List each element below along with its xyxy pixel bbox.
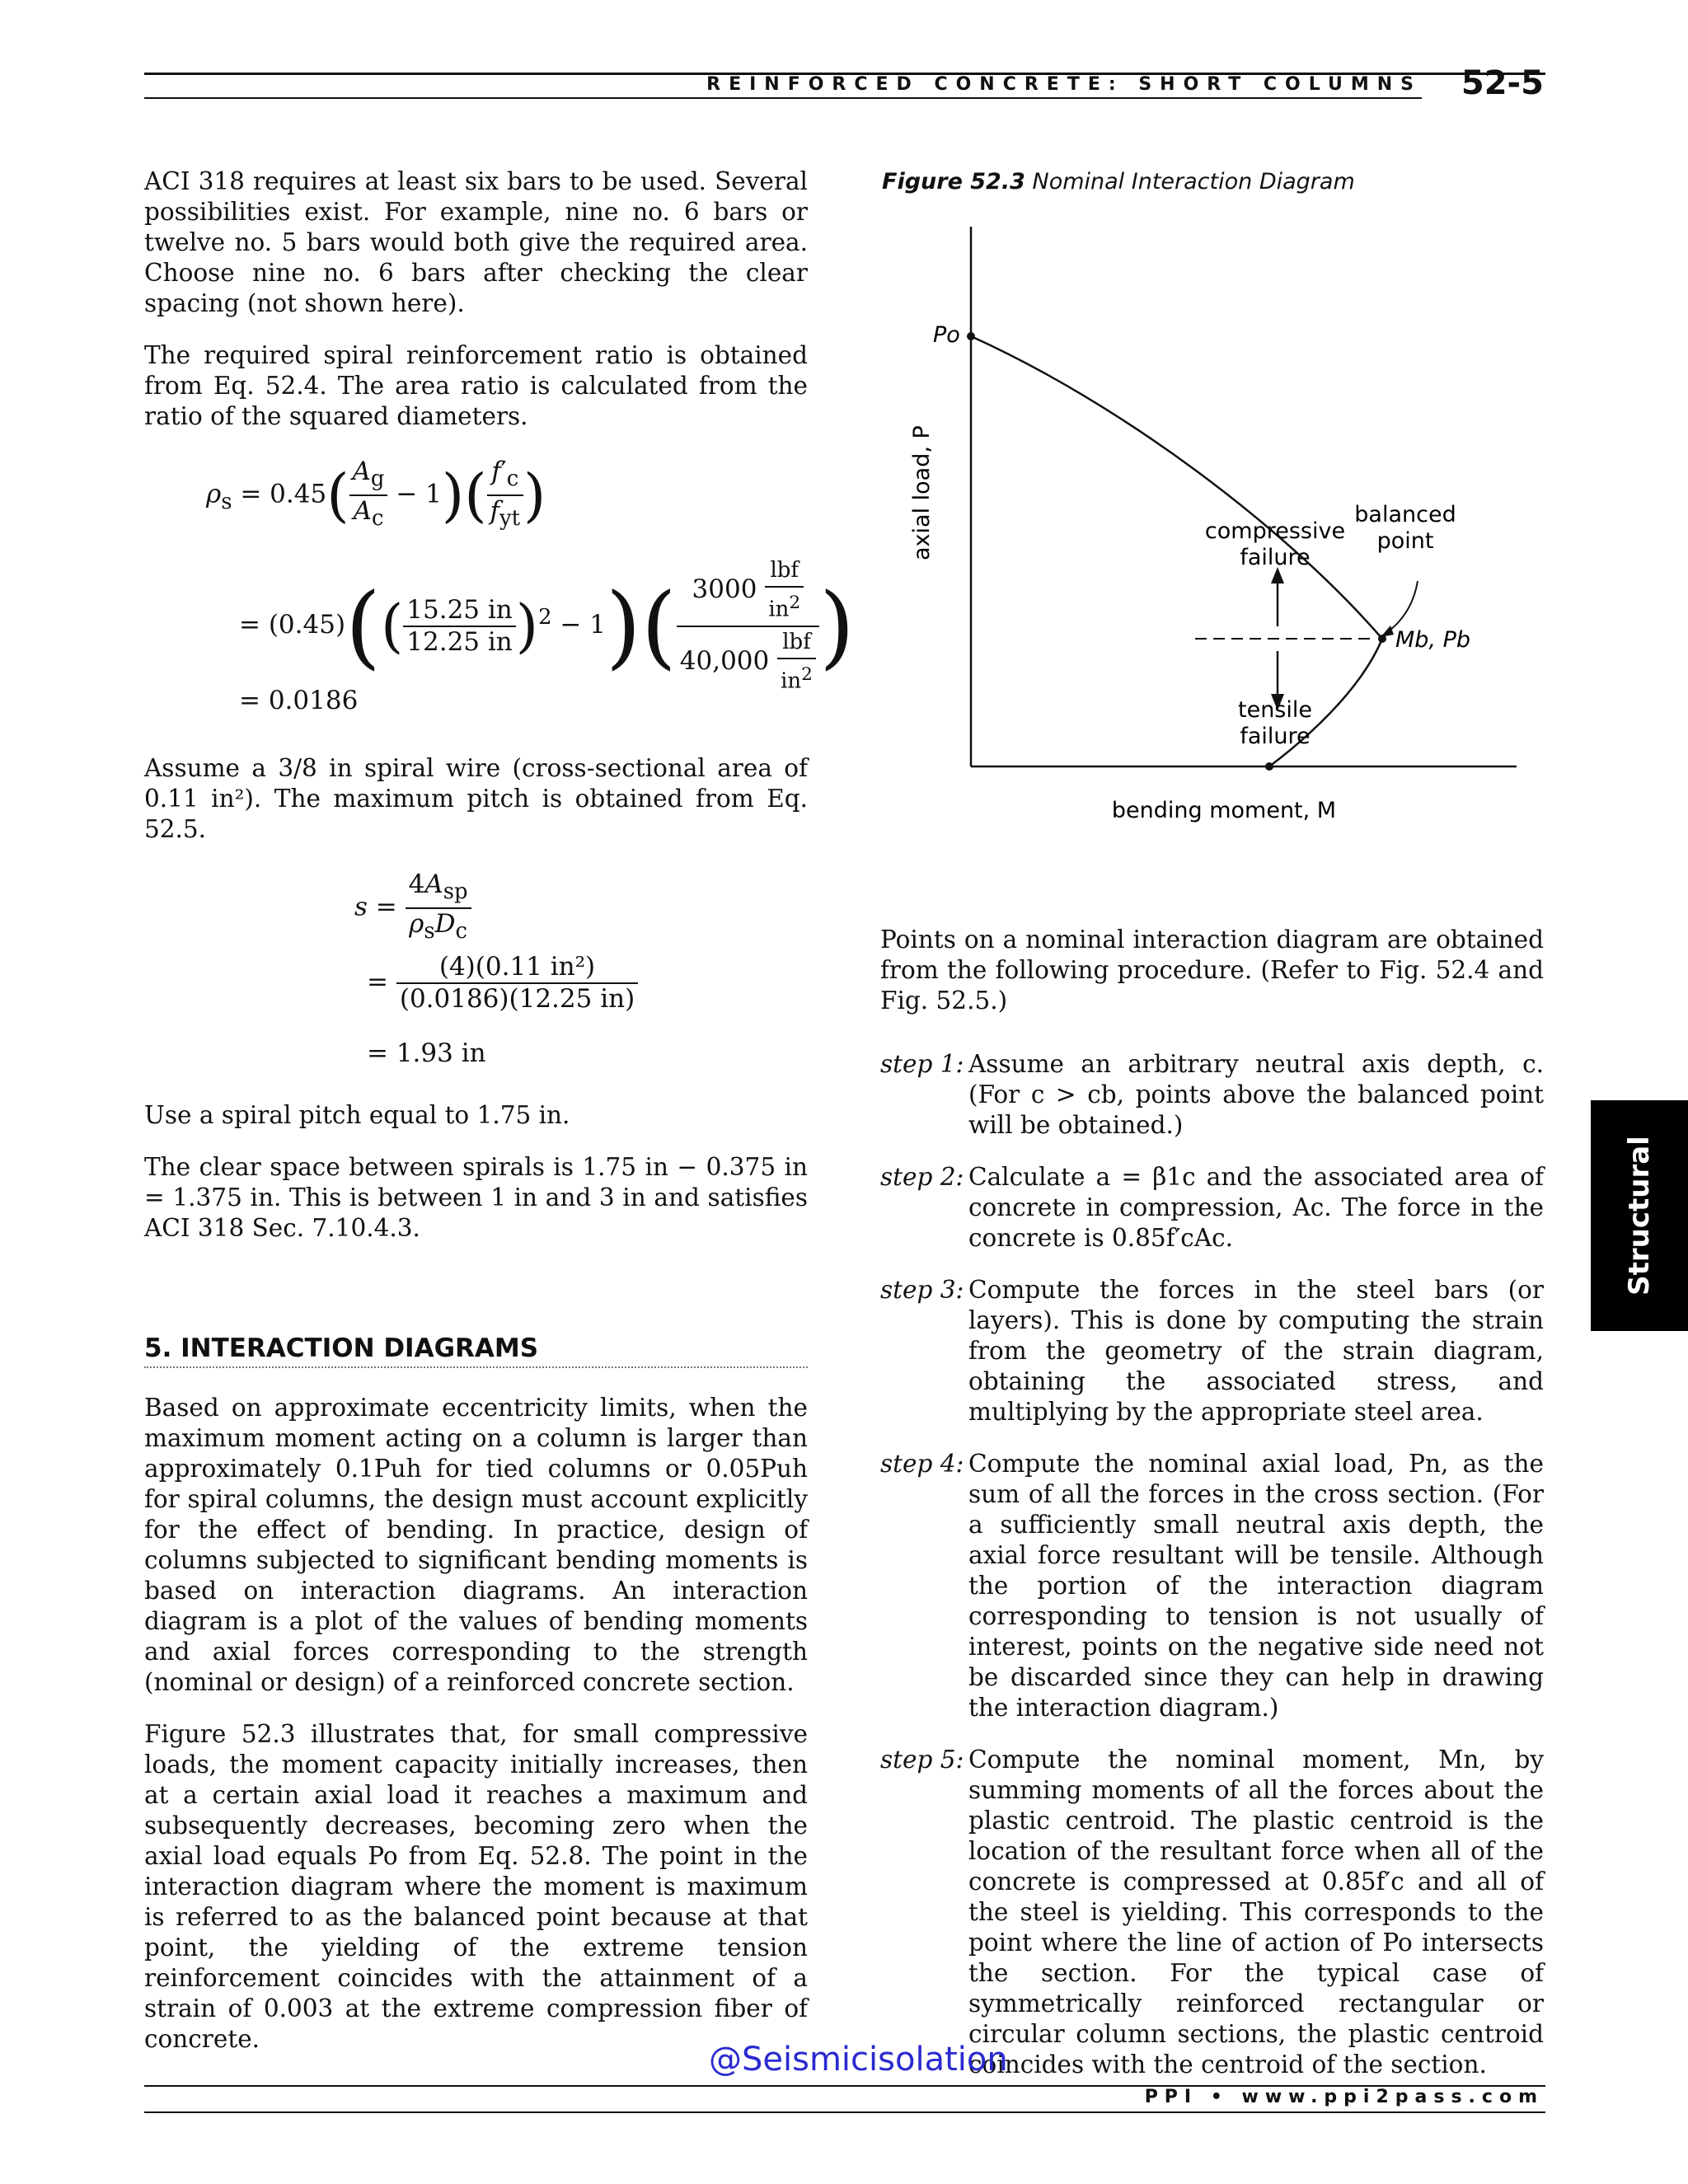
left-column-lower <box>144 1393 808 2055</box>
step-label: step 2: <box>880 1163 964 1191</box>
step-5 <box>880 1745 1544 2080</box>
figure-caption <box>882 169 1355 194</box>
paragraph: Assume a 3/8 in spiral wire (cross-sectional area of 0.11 in²). The maximum pitch is obtained from Eq. 52.5. <box>144 754 808 843</box>
paragraph: ACI 318 requires at least six bars to be used. Several possibilities exist. For example, nine no. 6 bars or twelve no. 5 bars would both give the required area. Choose nine no. 6 bars after checking the clear spacing (not shown here). <box>144 167 808 317</box>
po-point <box>967 332 975 340</box>
balanced-label-2: point <box>1376 528 1434 554</box>
equation-row: $\rho_s = 0.45$( $\frac{A_g}{A_c}$ − 1)( $\frac{f'_c}{f_{yt}}$ ) <box>206 457 546 532</box>
balanced-leader-head <box>1381 626 1394 637</box>
step-text: Compute the nominal moment, Mn, by summing moments of all the forces about the plastic centroid. The plastic centroid is the location of the resultant force when all of the concrete is compressed at 0.85f′c and all of the steel is yielding. This corresponds to the point where the line of action of Po intersects the section. For the typical case of symmetrically reinforced rectangular or circular column sections, the plastic centroid coincides with the centroid of the section. <box>968 1746 1544 2079</box>
figure-caption-text: Nominal Interaction Diagram <box>1032 169 1355 194</box>
interaction-curve <box>971 336 1382 766</box>
page-number: 52-5 <box>1461 64 1544 102</box>
paragraph: Figure 52.3 illustrates that, for small compressive loads, the moment capacity initially increases, then at a certain axial load it reaches a maximum and subsequently decreases, becoming zero when the axial load equals Po from Eq. 52.8. The point in the interaction diagram where the moment is maximum is referred to as the balanced point because at that point, the yielding of the extreme tension reinforcement coincides with the attainment of a strain of 0.003 at the extreme compression fiber of concrete. <box>144 1720 808 2053</box>
paragraph: Based on approximate eccentricity limits, when the maximum moment acting on a column is larger than approximately 0.1Puh for tied columns or 0.05Puh for spiral columns, the design must account explicitly for the effect of bending. In practice, design of columns subjected to significant bending moments is based on interaction diagrams. An interaction diagram is a plot of the values of bending moments and axial forces corresponding to the strength (nominal or design) of a reinforced concrete section. <box>144 1394 808 1696</box>
tensile-label: tensile <box>1238 697 1312 723</box>
equation-rho <box>144 440 855 720</box>
paragraph: Points on a nominal interaction diagram are obtained from the following procedure. (Refer to Fig. 52.4 and Fig. 52.5.) <box>880 926 1544 1015</box>
compressive-label: compressive <box>1204 518 1346 544</box>
equation-row: s = $\frac{4A_{sp}}{\rho_sD_c}$ <box>354 869 471 947</box>
y-axis-label: axial load, P <box>909 425 935 560</box>
header-rule-bottom <box>144 97 1422 99</box>
section-heading: 5. INTERACTION DIAGRAMS <box>144 1333 808 1368</box>
x-axis-label: bending moment, M <box>1111 798 1337 823</box>
step-label: step 4: <box>880 1450 964 1478</box>
step-label: step 5: <box>880 1746 964 1774</box>
po-label: Po <box>933 322 960 348</box>
step-4 <box>880 1449 1544 1723</box>
left-column <box>144 166 855 1345</box>
section-tab <box>1591 1100 1688 1331</box>
equation-row: = (0.45)(( $\frac{15.25 in}{12.25 in}$ )$^2$ − 1)( 3000 $\frac{\text{lbf}}{in^2}$ 40,000 $\frac{\text{lbf}}{in^2}$ ) <box>239 555 855 696</box>
balanced-leader <box>1386 581 1418 633</box>
footer-rule-bottom <box>144 2111 1545 2113</box>
equation-result: = 1.93 in <box>367 1038 486 1068</box>
interaction-diagram <box>874 198 1533 841</box>
step-label: step 3: <box>880 1276 964 1304</box>
step-text: Assume an arbitrary neutral axis depth, c. (For c > cb, points above the balanced point will be obtained.) <box>968 1050 1544 1139</box>
step-text: Calculate a = β1c and the associated area of concrete in compression, Ac. The force in the concrete is 0.85f′cAc. <box>968 1163 1544 1252</box>
step-1 <box>880 1049 1544 1141</box>
balanced-label: balanced <box>1354 502 1456 527</box>
watermark: @Seismicisolation <box>709 2041 1008 2079</box>
compressive-label-2: failure <box>1240 545 1311 570</box>
step-text: Compute the nominal axial load, Pn, as the sum of all the forces in the cross section. (For a sufficiently small neutral axis depth, the axial force resultant will be tensile. Although the portion of the interaction diagram corresponding to tension is not usually of interest, points on the negative side need not be discarded since they can help in drawing the interaction diagram.) <box>968 1450 1544 1722</box>
tensile-label-2: failure <box>1240 724 1311 749</box>
footer-site: PPI • www.ppi2pass.com <box>1144 2087 1544 2107</box>
paragraph: The required spiral reinforcement ratio is obtained from Eq. 52.4. The area ratio is calculated from the ratio of the squared diameters. <box>144 341 808 430</box>
running-head: REINFORCED CONCRETE: SHORT COLUMNS <box>706 74 1422 95</box>
equation-result: = 0.0186 <box>239 686 359 715</box>
step-2 <box>880 1162 1544 1254</box>
step-3 <box>880 1275 1544 1427</box>
paragraph: Use a spiral pitch equal to 1.75 in. <box>144 1101 570 1129</box>
mb-pb-label: Mb, Pb <box>1395 627 1471 653</box>
equation-pitch <box>144 861 808 1084</box>
step-text: Compute the forces in the steel bars (or layers). This is done by computing the strain from the geometry of the strain diagram, obtaining the associated stress, and multiplying by the appropriate steel area. <box>968 1276 1544 1426</box>
paragraph: The clear space between spirals is 1.75 in − 0.375 in = 1.375 in. This is between 1 in and 3 in and satisfies ACI 318 Sec. 7.10.4.3. <box>144 1153 808 1242</box>
figure-caption-label: Figure 52.3 <box>882 169 1025 194</box>
step-label: step 1: <box>880 1050 964 1078</box>
right-column <box>880 925 1544 2102</box>
equation-row: = $\frac{\text{(4)(0.11 in²)}}{(0.0186)(12.25 in)}$ <box>367 952 638 1015</box>
section-tab-label: Structural <box>1623 1136 1657 1296</box>
zero-axial-point <box>1265 762 1273 771</box>
